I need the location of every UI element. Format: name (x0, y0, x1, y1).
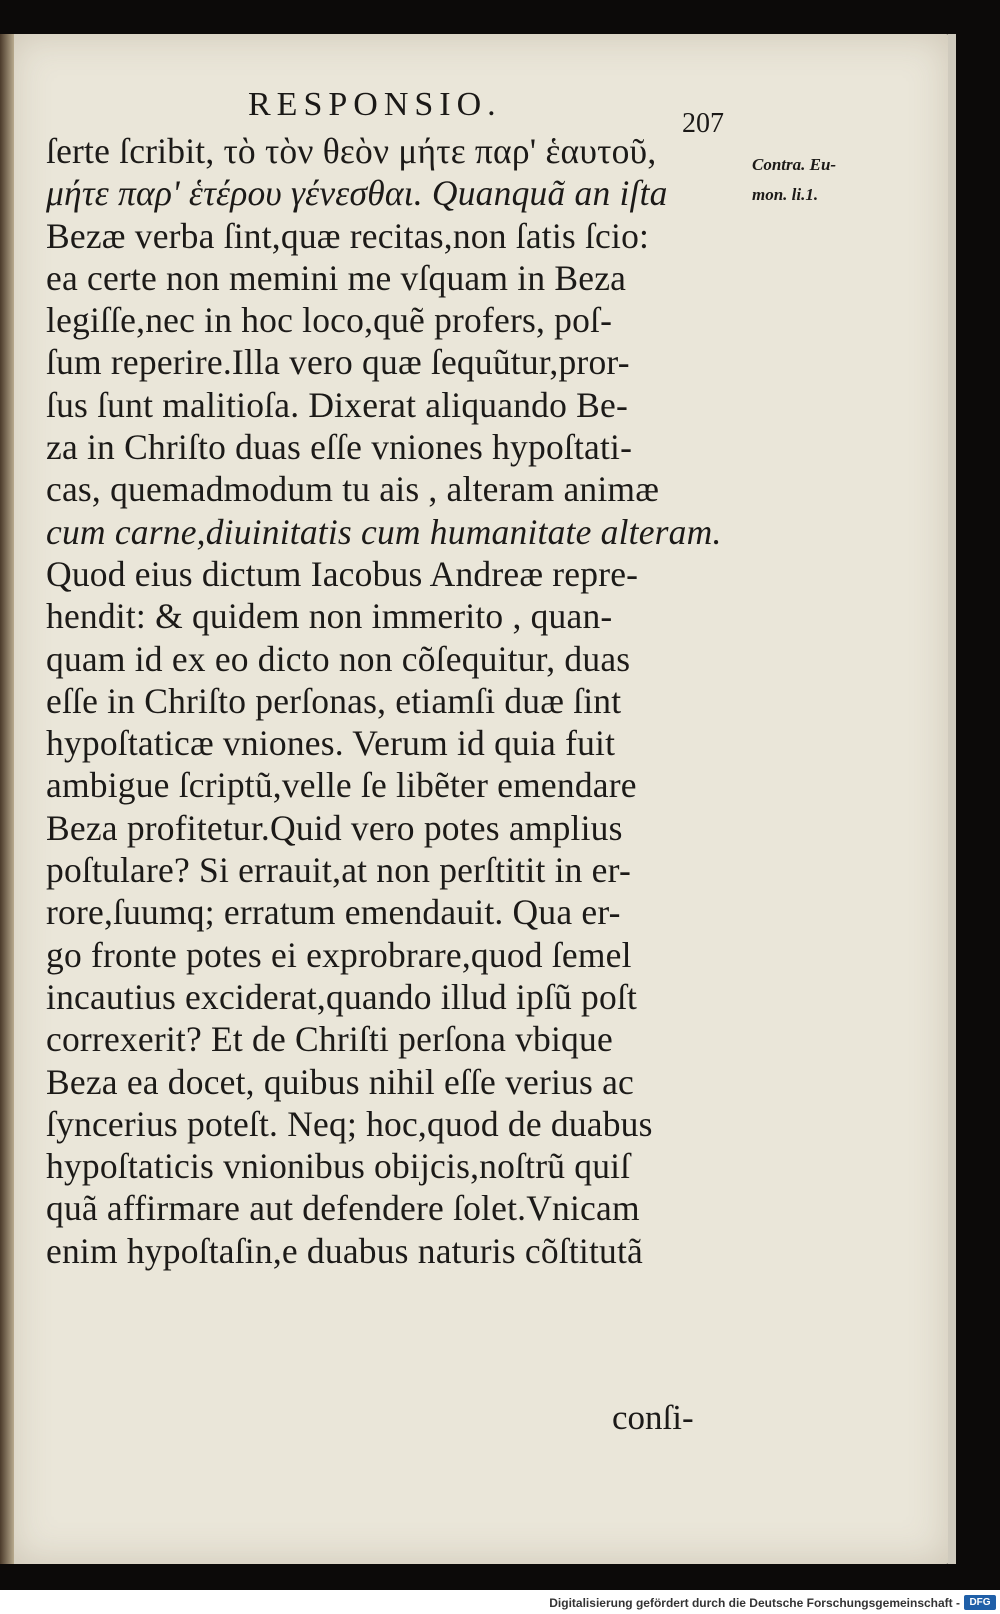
text-line: quam id ex eo dicto non cõſequitur, duas (46, 638, 631, 679)
text-line: hypoſtaticæ vniones. Verum id quia fuit (46, 723, 616, 764)
text-line: legiſſe,nec in hoc loco,quẽ profers, poſ- (46, 300, 613, 341)
text-line: poſtulare? Si errauit,at non perſtitit in er- (46, 850, 631, 891)
text-line: go fronte potes ei exprobrare,quod ſemel (46, 934, 632, 975)
text-line: correxerit? Et de Chriſti perſona vbique (46, 1019, 613, 1060)
text-line: rore,ſuumq; erratum emendauit. Qua er- (46, 892, 621, 933)
marginal-note-line: Contra. Eu- (752, 155, 837, 174)
dfg-logo: DFG (964, 1595, 996, 1610)
text-line: Beza ea docet, quibus nihil eſſe verius ac (46, 1061, 635, 1102)
page-number: 207 (682, 108, 724, 139)
marginal-note (752, 150, 872, 210)
body-text (46, 130, 736, 1272)
page-edge (948, 34, 956, 1564)
text-line: enim hypoſtaſin,e duabus naturis cõſtitutã (46, 1230, 643, 1271)
funding-credit: Digitalisierung gefördert durch die Deutsche Forschungsgemeinschaft - (549, 1596, 960, 1610)
text-line: ea certe non memini me vſquam in Beza (46, 257, 627, 298)
text-line: ſus ſunt malitioſa. Dixerat aliquando Be- (46, 384, 628, 425)
text-line: hypoſtaticis vnionibus obijcis,noſtrũ quiſ (46, 1146, 631, 1187)
text-line: incautius exciderat,quando illud ipſũ poſt (46, 976, 638, 1017)
text-line: ſerte ſcribit, τὸ τὸν θεὸν μήτε παρ' ἑαυτοῦ, (46, 131, 657, 171)
page-binding (0, 34, 14, 1564)
text-line: ſum reperire.Illa vero quæ ſequũtur,pror- (46, 342, 630, 383)
text-line: ſyncerius poteſt. Neq; hoc,quod de duabus (46, 1103, 653, 1144)
text-line: hendit: & quidem non immerito , quan- (46, 596, 613, 637)
text-line: ambigue ſcriptũ,velle ſe libẽter emendare (46, 765, 637, 806)
text-line: Quod eius dictum Iacobus Andreæ repre- (46, 553, 639, 594)
catchword: conſi- (612, 1398, 694, 1437)
text-line: quã affirmare aut defendere ſolet.Vnicam (46, 1188, 640, 1229)
text-line: μήτε παρ' ἑτέρου γένεσθαι. Quanquã an iſta (46, 173, 668, 214)
text-line: Beza profitetur.Quid vero potes amplius (46, 807, 623, 848)
text-line: Bezæ verba ſint,quæ recitas,non ſatis ſcio: (46, 215, 650, 256)
text-line: cum carne,diuinitatis cum humanitate alteram. (46, 511, 722, 552)
marginal-note-line: mon. li.1. (752, 185, 819, 204)
running-head: RESPONSIO. (248, 86, 502, 123)
text-line: eſſe in Chriſto perſonas, etiamſi duæ ſint (46, 680, 622, 721)
text-line: za in Chriſto duas eſſe vniones hypoſtati- (46, 427, 633, 468)
text-line: cas, quemadmodum tu ais , alteram animæ (46, 469, 660, 510)
